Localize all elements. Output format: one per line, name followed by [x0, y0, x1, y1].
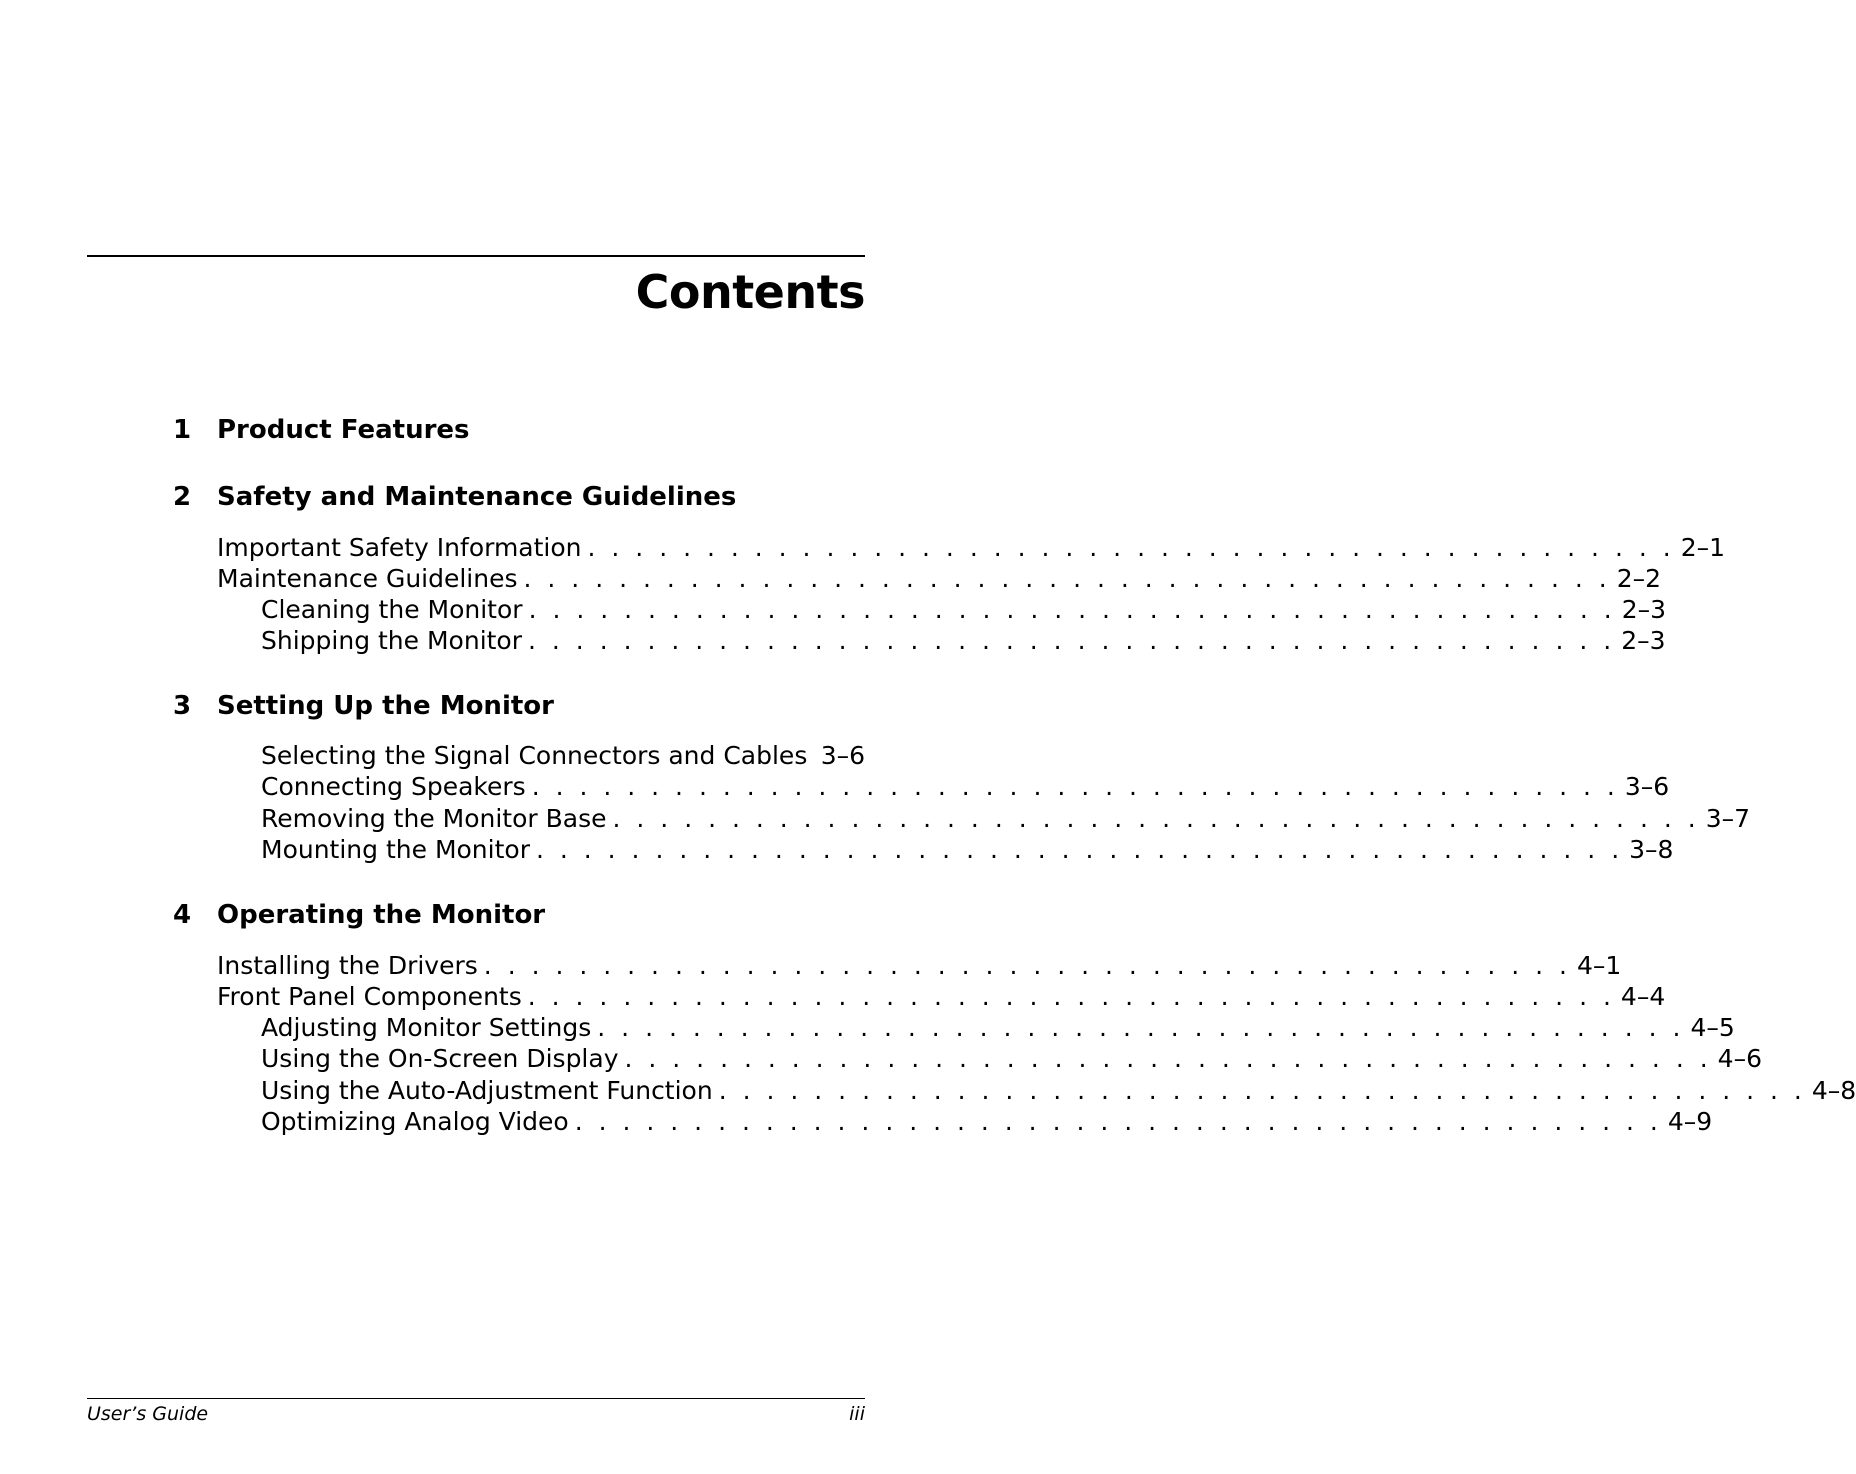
toc-entry-label: Using the Auto-Adjustment Function — [261, 1076, 713, 1105]
chapter-number: 2 — [173, 482, 192, 512]
chapter-1-heading[interactable] — [173, 414, 865, 446]
top-rule — [87, 255, 865, 257]
toc-entry[interactable] — [261, 625, 1666, 656]
dot-leader: . . . . . . . . . . . . . . . . . . . . . . . . . . . . . . . . . . . . . . . . . . . . . . — [523, 564, 1611, 593]
toc-entry[interactable] — [217, 563, 1661, 594]
toc-entry-label: Removing the Monitor Base — [261, 804, 607, 833]
toc-entry[interactable] — [261, 1043, 1762, 1074]
toc-entry[interactable] — [217, 950, 1622, 981]
toc-entry[interactable] — [261, 1012, 1735, 1043]
toc-entry-label: Installing the Drivers — [217, 951, 478, 980]
chapter-3-heading[interactable] — [173, 690, 865, 722]
dot-leader: . . . . . . . . . . . . . . . . . . . . . . . . . . . . . . . . . . . . . . . . . . . . . . — [535, 835, 1624, 864]
toc-entry-label: Connecting Speakers — [261, 772, 526, 801]
toc-entry-label: Optimizing Analog Video — [261, 1107, 569, 1136]
dot-leader: . . . . . . . . . . . . . . . . . . . . . . . . . . . . . . . . . . . . . . . . . . . . . . — [574, 1107, 1662, 1136]
chapter-title: Product Features — [217, 415, 470, 445]
toc-entry[interactable] — [261, 771, 1670, 802]
dot-leader: . . . . . . . . . . . . . . . . . . . . . . . . . . . . . . . . . . . . . . . . . . . . . . — [531, 772, 1619, 801]
toc-entry[interactable] — [261, 740, 865, 771]
toc-entry-label: Cleaning the Monitor — [261, 595, 523, 624]
toc-entry-page: 2–2 — [1616, 564, 1661, 593]
chapter-number: 1 — [173, 415, 192, 445]
toc-entry-label: Adjusting Monitor Settings — [261, 1013, 592, 1042]
toc-entry[interactable] — [261, 803, 1750, 834]
chapter-title: Operating the Monitor — [217, 900, 546, 930]
toc-entry[interactable] — [217, 981, 1666, 1012]
dot-leader: . . . . . . . . . . . . . . . . . . . . . . . . . . . . . . . . . . . . . . . . . . . . . . — [624, 1044, 1712, 1073]
toc-entry-page: 2–3 — [1621, 595, 1667, 624]
toc-entry-label: Front Panel Components — [217, 982, 522, 1011]
footer-document-title: User’s Guide — [87, 1403, 209, 1425]
dot-leader: . . . . . . . . . . . . . . . . . . . . . . . . . . . . . . . . . . . . . . . . . . . . . . — [612, 804, 1700, 833]
dot-leader: . . . . . . . . . . . . . . . . . . . . . . . . . . . . . . . . . . . . . . . . . . . . . . — [528, 595, 1616, 624]
toc-entry[interactable] — [217, 532, 1725, 563]
toc-entry-page: 4–1 — [1576, 951, 1622, 980]
toc-entry-page: 4–9 — [1667, 1107, 1713, 1136]
toc-entry-label: Selecting the Signal Connectors and Cables — [261, 741, 808, 770]
toc-entry[interactable] — [261, 834, 1674, 865]
chapter-number: 3 — [173, 691, 192, 721]
toc-entry-page: 3–6 — [1624, 772, 1670, 801]
toc-entry-page: 3–7 — [1705, 804, 1750, 833]
toc-entry-page: 2–1 — [1680, 533, 1725, 562]
toc-entry-page: 2–3 — [1621, 626, 1666, 655]
chapter-number: 4 — [173, 900, 192, 930]
page-title: Contents — [635, 265, 865, 319]
dot-leader: . . . . . . . . . . . . . . . . . . . . . . . . . . . . . . . . . . . . . . . . . . . . . . — [718, 1076, 1806, 1105]
toc-entry-page: 4–8 — [1811, 1076, 1856, 1105]
chapter-4-heading[interactable] — [173, 899, 865, 931]
toc-entry-label: Shipping the Monitor — [261, 626, 523, 655]
toc-entry[interactable] — [261, 594, 1667, 625]
chapter-2-heading[interactable] — [173, 481, 865, 513]
toc-entry-label: Mounting the Monitor — [261, 835, 530, 864]
toc-entry[interactable] — [261, 1075, 1856, 1106]
footer-page-number: iii — [849, 1403, 865, 1425]
toc-entry-label: Using the On-Screen Display — [261, 1044, 619, 1073]
toc-entry[interactable] — [261, 1106, 1713, 1137]
toc-entry-page: 3–6 — [820, 741, 865, 770]
footer-rule — [87, 1398, 865, 1399]
dot-leader: . . . . . . . . . . . . . . . . . . . . . . . . . . . . . . . . . . . . . . . . . . . . . . — [483, 951, 1571, 980]
toc-entry-page: 3–8 — [1629, 835, 1674, 864]
toc-entry-page: 4–5 — [1690, 1013, 1735, 1042]
toc-entry-page: 4–4 — [1620, 982, 1666, 1011]
toc-entry-page: 4–6 — [1717, 1044, 1762, 1073]
dot-leader: . . . . . . . . . . . . . . . . . . . . . . . . . . . . . . . . . . . . . . . . . . . . . . — [597, 1013, 1685, 1042]
toc-entry-label: Important Safety Information — [217, 533, 582, 562]
dot-leader: . . . . . . . . . . . . . . . . . . . . . . . . . . . . . . . . . . . . . . . . . . . . . . — [528, 626, 1616, 655]
toc-entry-label: Maintenance Guidelines — [217, 564, 518, 593]
chapter-title: Setting Up the Monitor — [217, 691, 554, 721]
dot-leader: . . . . . . . . . . . . . . . . . . . . . . . . . . . . . . . . . . . . . . . . . . . . . . — [527, 982, 1615, 1011]
dot-leader: . . . . . . . . . . . . . . . . . . . . . . . . . . . . . . . . . . . . . . . . . . . . . . — [587, 533, 1675, 562]
chapter-title: Safety and Maintenance Guidelines — [217, 482, 737, 512]
